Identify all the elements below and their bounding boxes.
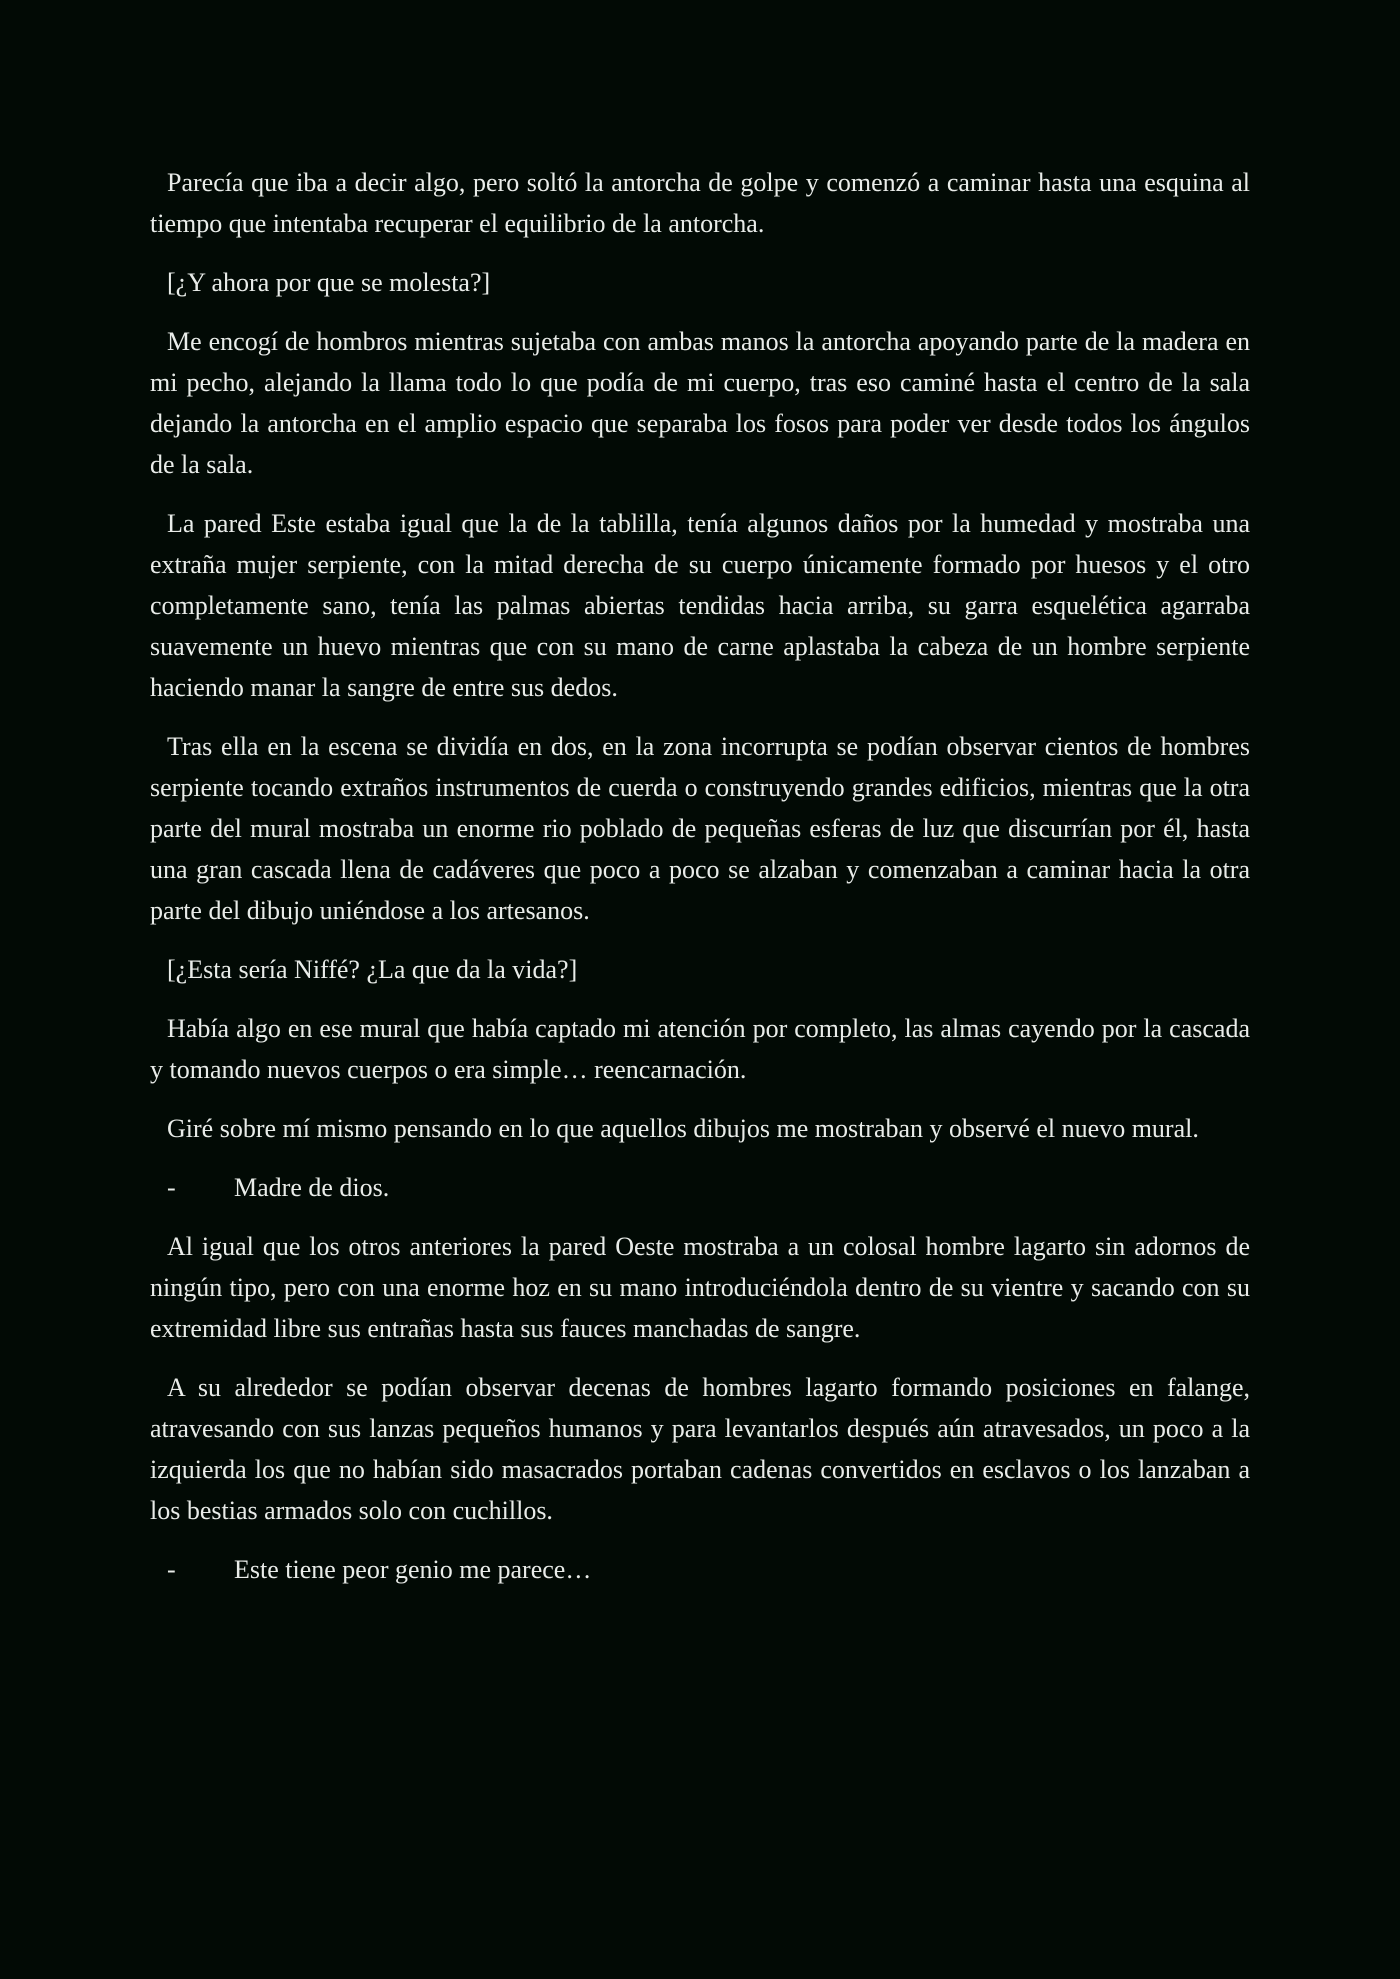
dialogue-text: Este tiene peor genio me parece… [234, 1555, 592, 1584]
paragraph: Me encogí de hombros mientras sujetaba con ambas manos la antorcha apoyando parte de la madera en mi pecho, alejando la llama todo lo que podía de mi cuerpo, tras eso caminé hasta el centro de la sala dejando la antorcha en el amplio espacio que separaba los fosos para poder ver desde todos los ángulos de la sala. [150, 327, 1250, 479]
dialogue-dash: - [167, 1555, 176, 1584]
paragraph: Al igual que los otros anteriores la pared Oeste mostraba a un colosal hombre lagarto sin adornos de ningún tipo, pero con una enorme hoz en su mano introduciéndola dentro de su vientre y sacando con su extremidad libre sus entrañas hasta sus fauces manchadas de sangre. [150, 1232, 1250, 1343]
paragraph-thought: [¿Esta sería Niffé? ¿La que da la vida?] [167, 955, 578, 984]
paragraph: La pared Este estaba igual que la de la tablilla, tenía algunos daños por la humedad y mostraba una extraña mujer serpiente, con la mitad derecha de su cuerpo únicamente formado por huesos y el otro completamente sano, tenía las palmas abiertas tendidas hacia arriba, su garra esquelética agarraba suavemente un huevo mientras que con su mano de carne aplastaba la cabeza de un hombre serpiente haciendo manar la sangre de entre sus dedos. [150, 509, 1250, 702]
document-page [150, 162, 1250, 1608]
dialogue-text: Madre de dios. [234, 1173, 390, 1202]
paragraph-thought: [¿Y ahora por que se molesta?] [167, 268, 491, 297]
paragraph: A su alrededor se podían observar decenas de hombres lagarto formando posiciones en falange, atravesando con sus lanzas pequeños humanos y para levantarlos después aún atravesados, un poco a la izquierda los que no habían sido masacrados portaban cadenas convertidos en esclavos o los lanzaban a los bestias armados solo con cuchillos. [150, 1373, 1250, 1525]
paragraph: Parecía que iba a decir algo, pero soltó la antorcha de golpe y comenzó a caminar hasta una esquina al tiempo que intentaba recuperar el equilibrio de la antorcha. [150, 168, 1250, 238]
dialogue-line [150, 1167, 1250, 1208]
paragraph: Había algo en ese mural que había captado mi atención por completo, las almas cayendo por la cascada y tomando nuevos cuerpos o era simple… reencarnación. [150, 1014, 1250, 1084]
paragraph: Giré sobre mí mismo pensando en lo que aquellos dibujos me mostraban y observé el nuevo mural. [167, 1114, 1199, 1143]
dialogue-dash: - [167, 1173, 176, 1202]
paragraph: Tras ella en la escena se dividía en dos, en la zona incorrupta se podían observar cientos de hombres serpiente tocando extraños instrumentos de cuerda o construyendo grandes edificios, mientras que la otra parte del mural mostraba un enorme rio poblado de pequeñas esferas de luz que discurrían por él, hasta una gran cascada llena de cadáveres que poco a poco se alzaban y comenzaban a caminar hacia la otra parte del dibujo uniéndose a los artesanos. [150, 732, 1250, 925]
dialogue-line [150, 1549, 1250, 1590]
